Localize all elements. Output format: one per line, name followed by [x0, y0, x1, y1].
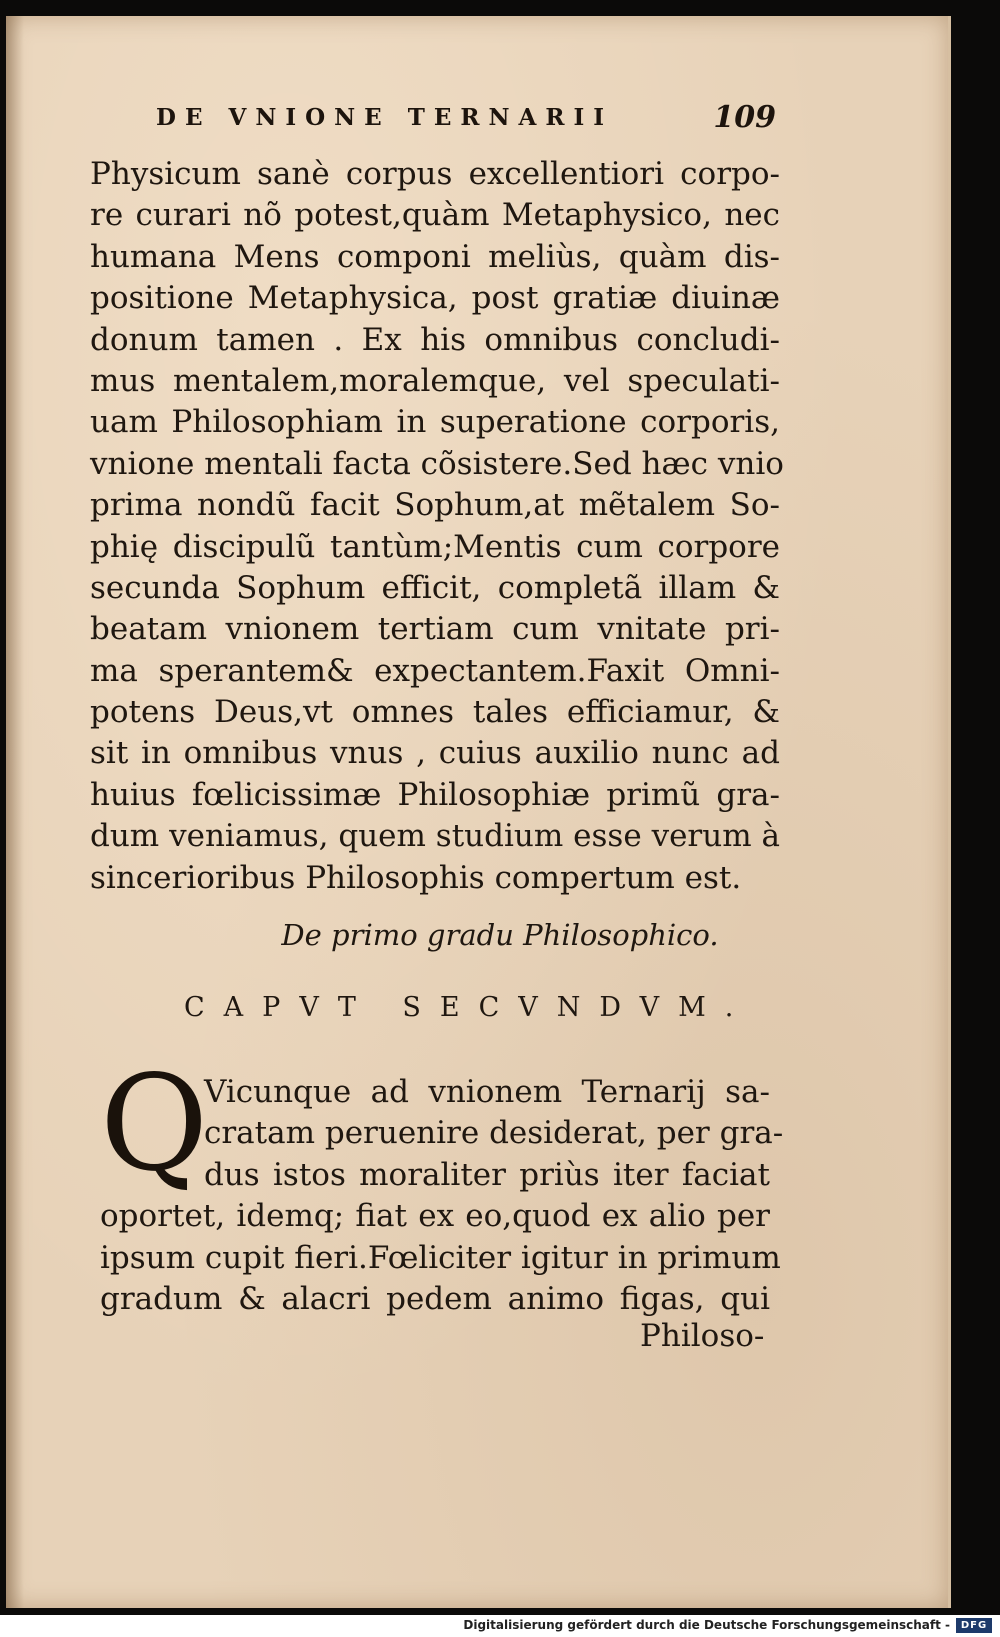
text-line: re curari nõ potest,quàm Metaphysico, nec — [90, 197, 780, 234]
text-line: ipsum cupit fieri.Fœliciter igitur in primum — [100, 1239, 781, 1276]
text-line: phię discipulũ tantùm;Mentis cum corpore — [90, 528, 780, 565]
running-head-title: DE VNIONE TERNARII — [156, 104, 613, 131]
text-line: mus mentalem,moralemque, vel speculati- — [90, 362, 780, 399]
text-line: positione Metaphysica, post gratiæ diuinæ — [90, 280, 780, 317]
dfg-logo: DFG — [956, 1618, 992, 1633]
chapter-title: CAPVT SECVNDVM. — [184, 992, 753, 1023]
page-number: 109 — [713, 100, 776, 135]
text-line: beatam vnionem tertiam cum vnitate pri- — [90, 611, 780, 648]
text-line: dus istos moraliter priùs iter faciat — [204, 1156, 770, 1193]
text-line: sincerioribus Philosophis compertum est. — [90, 859, 742, 896]
chapter-paragraph — [100, 1072, 784, 1320]
section-subheading: De primo gradu Philosophico. — [281, 918, 719, 952]
drop-cap-initial: Q — [100, 1047, 209, 1201]
text-line: Physicum sanè corpus excellentiori corpo- — [90, 156, 780, 192]
text-line: potens Deus,vt omnes tales efficiamur, & — [90, 694, 780, 731]
text-line: oportet, idemq; fiat ex eo,quod ex alio per — [100, 1198, 770, 1235]
text-line: humana Mens componi meliùs, quàm dis- — [90, 238, 780, 275]
text-line: dum veniamus, quem studium esse verum à — [90, 818, 780, 855]
main-paragraph — [90, 154, 784, 899]
running-head — [156, 100, 776, 144]
text-line: secunda Sophum efficit, completã illam & — [90, 569, 780, 606]
digitization-footer — [0, 1615, 1000, 1637]
text-line: uam Philosophiam in superatione corporis, — [90, 404, 780, 441]
funding-credit: Digitalisierung gefördert durch die Deutsche Forschungsgemeinschaft - — [463, 1618, 950, 1632]
text-line: cratam peruenire desiderat, per gra- — [204, 1115, 784, 1152]
text-line: Vicunque ad vnionem Ternarij sa- — [204, 1074, 770, 1110]
text-line: prima nondũ facit Sophum,at mẽtalem So- — [90, 487, 780, 524]
text-line: donum tamen . Ex his omnibus concludi- — [90, 321, 780, 358]
text-line: ma sperantem& expectantem.Faxit Omni- — [90, 652, 780, 689]
page-gutter-shadow — [6, 16, 24, 1608]
catchword: Philoso- — [640, 1318, 765, 1354]
text-line: gradum & alacri pedem animo figas, qui — [100, 1280, 770, 1317]
text-line: vnione mentali facta cõsistere.Sed hæc vnio — [90, 445, 784, 482]
book-page — [6, 16, 951, 1608]
text-line: huius fœlicissimæ Philosophiæ primũ gra- — [90, 776, 780, 813]
text-line: sit in omnibus vnus , cuius auxilio nunc ad — [90, 735, 780, 772]
